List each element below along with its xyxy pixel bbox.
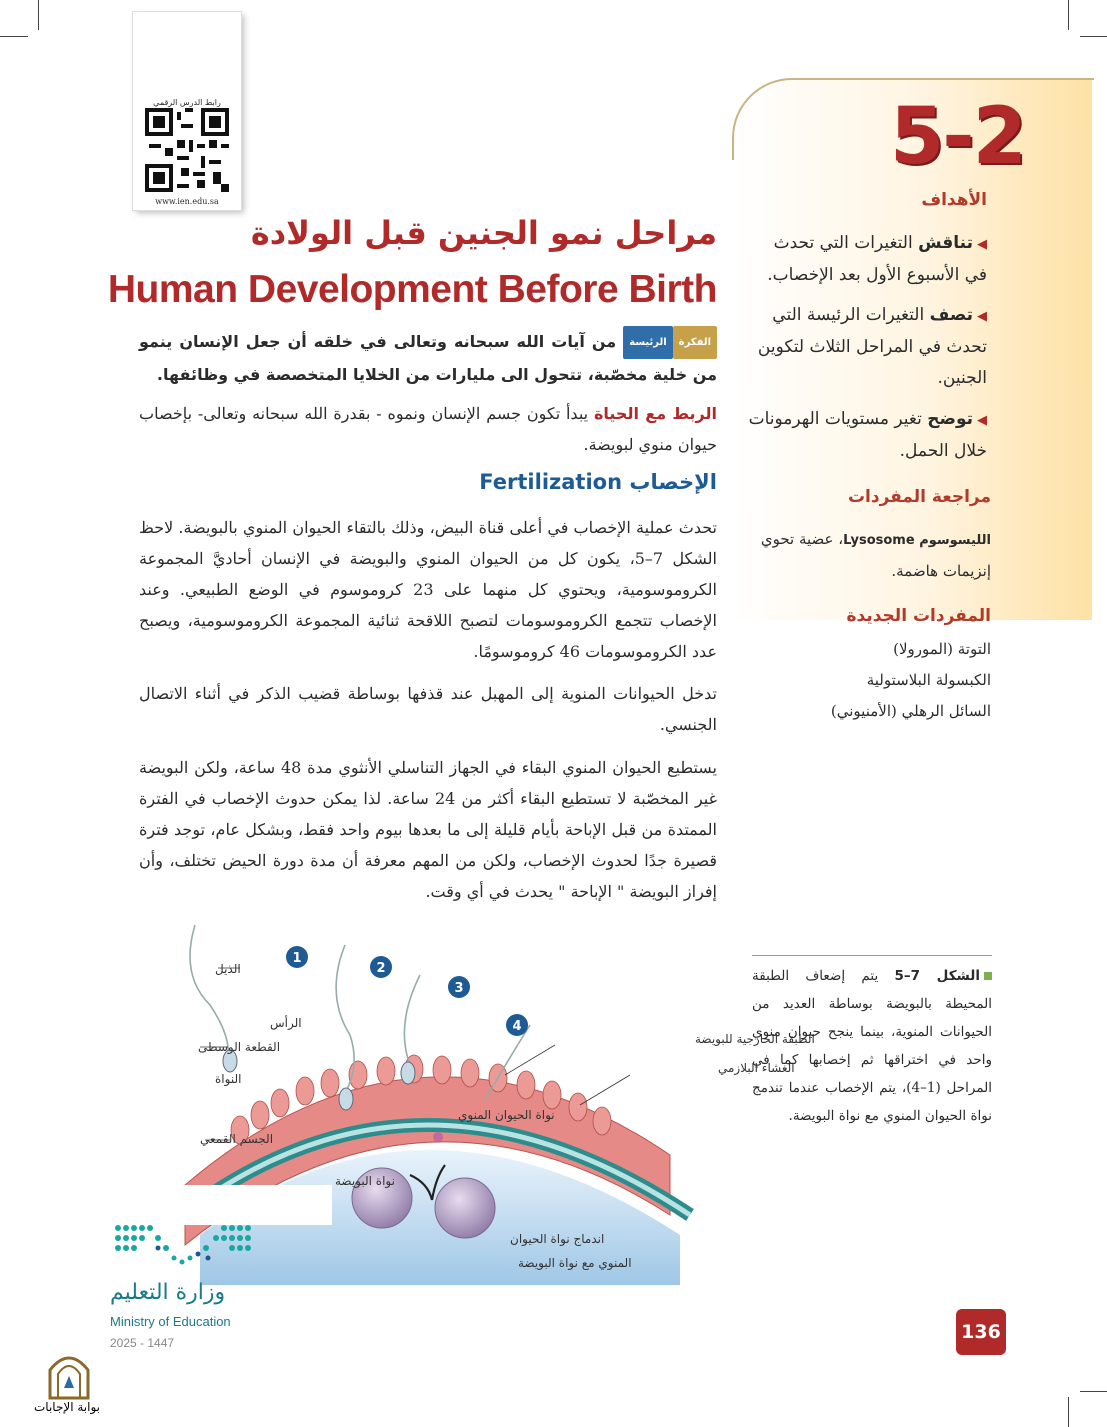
label-membrane: الغشاء البلازمي bbox=[718, 1061, 795, 1075]
main-idea-tag: الفكرة bbox=[673, 326, 717, 359]
label-midpiece: القطعة الوسطى bbox=[198, 1040, 281, 1054]
objective-text: التغيرات التي تحدث في الأسبوع الأول بعد الإخصاب. bbox=[767, 233, 987, 285]
review-definition: ، عضية تحوي إنزيمات هاضمة. bbox=[760, 530, 991, 580]
page-number: 136 bbox=[956, 1309, 1006, 1355]
label-sperm-nucleus: نواة الحيوان المنوي bbox=[458, 1108, 555, 1122]
label-egg-nucleus: نواة البويضة bbox=[335, 1174, 395, 1188]
objective-text: تغير مستويات الهرمونات خلال الحمل. bbox=[748, 409, 987, 461]
vocab-item: الكبسولة البلاستولية bbox=[866, 671, 991, 689]
ministry-name-english: Ministry of Education bbox=[110, 1314, 231, 1329]
step-number: 2 bbox=[376, 961, 386, 976]
crop-mark bbox=[1068, 1397, 1069, 1427]
fused-nucleus bbox=[435, 1178, 495, 1238]
section-heading: الإخصاب Fertilization bbox=[479, 470, 717, 494]
caption-marker-icon bbox=[984, 972, 992, 980]
objective-verb: تصف bbox=[929, 305, 973, 325]
body-paragraph: يستطيع الحيوان المنوي البقاء في الجهاز التناسلي الأنثوي مدة 48 ساعة، ولكن البويضة غير المخصّبة لا تستطيع البقاء أكثر من 24 ساعة. لذا يمكن حدوث الإخصاب في الفترة الممتدة من قبل الإباحة بأيام قليلة إلى ما بعدها بيوم واحد فقط، وبشكل عام، توجد فترة قصيرة جدًا لحدوث الإخصاب، ولكن من المهم معرفة أن مدة دورة الحيض تختلف، وأن إفراز البويضة " الإباحة " يحدث في أي وقت. bbox=[139, 758, 717, 901]
step-number: 4 bbox=[512, 1019, 522, 1034]
ministry-logo-icon bbox=[112, 1220, 257, 1272]
crop-mark bbox=[1068, 0, 1069, 30]
label-head: الرأس bbox=[270, 1016, 302, 1030]
bullet-icon: ◀ bbox=[977, 413, 987, 428]
label-nucleus: النواة bbox=[215, 1072, 242, 1086]
step-number: 1 bbox=[292, 951, 302, 966]
main-idea-text: من آيات الله سبحانه وتعالى في خلقه أن جعل الإنسان ينمو من خلية مخصّبة، تتحول الى مليارات من الخلايا المتخصصة في وظائفها. bbox=[139, 332, 717, 384]
objective-item bbox=[747, 404, 987, 467]
page-title-english: Human Development Before Birth bbox=[107, 268, 717, 311]
crop-mark bbox=[1080, 1391, 1107, 1392]
objective-verb: تناقش bbox=[918, 233, 973, 253]
label-acrosome: الجسم القمعي bbox=[200, 1132, 274, 1146]
objective-text: التغيرات الرئيسة التي تحدث في المراحل الثلاث لتكوين الجنين. bbox=[757, 305, 987, 388]
main-idea bbox=[139, 326, 717, 390]
objective-verb: توضح bbox=[927, 409, 973, 429]
life-link bbox=[139, 398, 717, 460]
step-number: 3 bbox=[454, 981, 464, 996]
watermark-logo-icon bbox=[46, 1348, 92, 1400]
label-fusion: اندماج نواة الحيوان bbox=[510, 1232, 605, 1246]
main-idea-tag: الرئيسة bbox=[623, 326, 672, 359]
edition-year: 2025 - 1447 bbox=[110, 1336, 175, 1350]
objectives-heading: الأهداف bbox=[921, 190, 987, 210]
objective-item bbox=[747, 300, 987, 394]
label-fusion: المنوي مع نواة البويضة bbox=[518, 1256, 632, 1270]
review-vocab-entry bbox=[751, 524, 991, 587]
qr-url[interactable]: www.ien.edu.sa bbox=[155, 197, 219, 206]
body-paragraph: تدخل الحيوانات المنوية إلى المهبل عند قذفها بوساطة قضيب الذكر في أثناء الاتصال الجنسي. bbox=[139, 684, 717, 734]
diagram-mask bbox=[110, 1185, 332, 1225]
step-markers bbox=[286, 946, 528, 1036]
caption-text: يتم إضعاف الطبقة المحيطة بالبويضة بوساطة العديد من الحيوانات المنوية، بينما ينجح حيوان منوي واحد في اختراقها ثم إخصابها كما في المراحل (1–4)، يتم الإخصاب عندما تندمج نواة الحيوان المنوي مع نواة البويضة. bbox=[752, 968, 992, 1124]
crop-mark bbox=[0, 36, 28, 37]
page-title-arabic: مراحل نمو الجنين قبل الولادة bbox=[250, 214, 717, 252]
label-outer-layer: الطبقة الخارجية للبويضة bbox=[695, 1032, 815, 1046]
ministry-name-arabic: وزارة التعليم bbox=[110, 1280, 226, 1305]
bullet-icon: ◀ bbox=[977, 237, 987, 252]
qr-code-icon bbox=[145, 108, 229, 192]
sperm-nucleus bbox=[433, 1132, 443, 1142]
lesson-number: 5-2 bbox=[890, 92, 1025, 182]
review-vocab-heading: مراجعة المفردات bbox=[847, 487, 991, 507]
new-vocab-heading: المفردات الجديدة bbox=[846, 606, 991, 626]
crop-mark bbox=[38, 0, 39, 30]
life-link-label: الربط مع الحياة bbox=[593, 404, 717, 423]
bullet-icon: ◀ bbox=[977, 309, 987, 324]
vocab-item: السائل الرهلي (الأمنيوني) bbox=[830, 702, 991, 720]
caption-label: الشكل 7–5 bbox=[894, 968, 980, 984]
body-paragraph: تحدث عملية الإخصاب في أعلى قناة البيض، وذلك بالتقاء الحيوان المنوي بالبويضة. لاحظ الشكل 7–5، يكون كل من الحيوان المنوي والبويضة في الإنسان أحاديَّ المجموعة الكروموسومية، ويحتوي كل منهما على 23 كروموسوم في الوضع الطبيعي. وعند الإخصاب تتجمع الكروموسومات لتصبح اللاقحة ثنائية المجموعة الكروموسومية، ويصبح عدد الكروموسومات 46 كروموسومًا. bbox=[139, 518, 717, 661]
objective-item bbox=[747, 228, 987, 291]
label-tail: الذيل bbox=[215, 962, 241, 976]
vocab-item: التوتة (المورولا) bbox=[893, 640, 991, 658]
crop-mark bbox=[1080, 36, 1107, 37]
life-link-text: يبدأ تكون جسم الإنسان ونموه - بقدرة الله سبحانه وتعالى- بإخصاب حيوان منوي لبويضة. bbox=[139, 404, 717, 454]
watermark-text: بوابة الإجابات bbox=[34, 1400, 101, 1414]
qr-card[interactable] bbox=[133, 12, 241, 210]
review-term: الليسوسوم Lysosome bbox=[843, 533, 991, 548]
qr-label: رابط الدرس الرقمي bbox=[153, 98, 221, 107]
